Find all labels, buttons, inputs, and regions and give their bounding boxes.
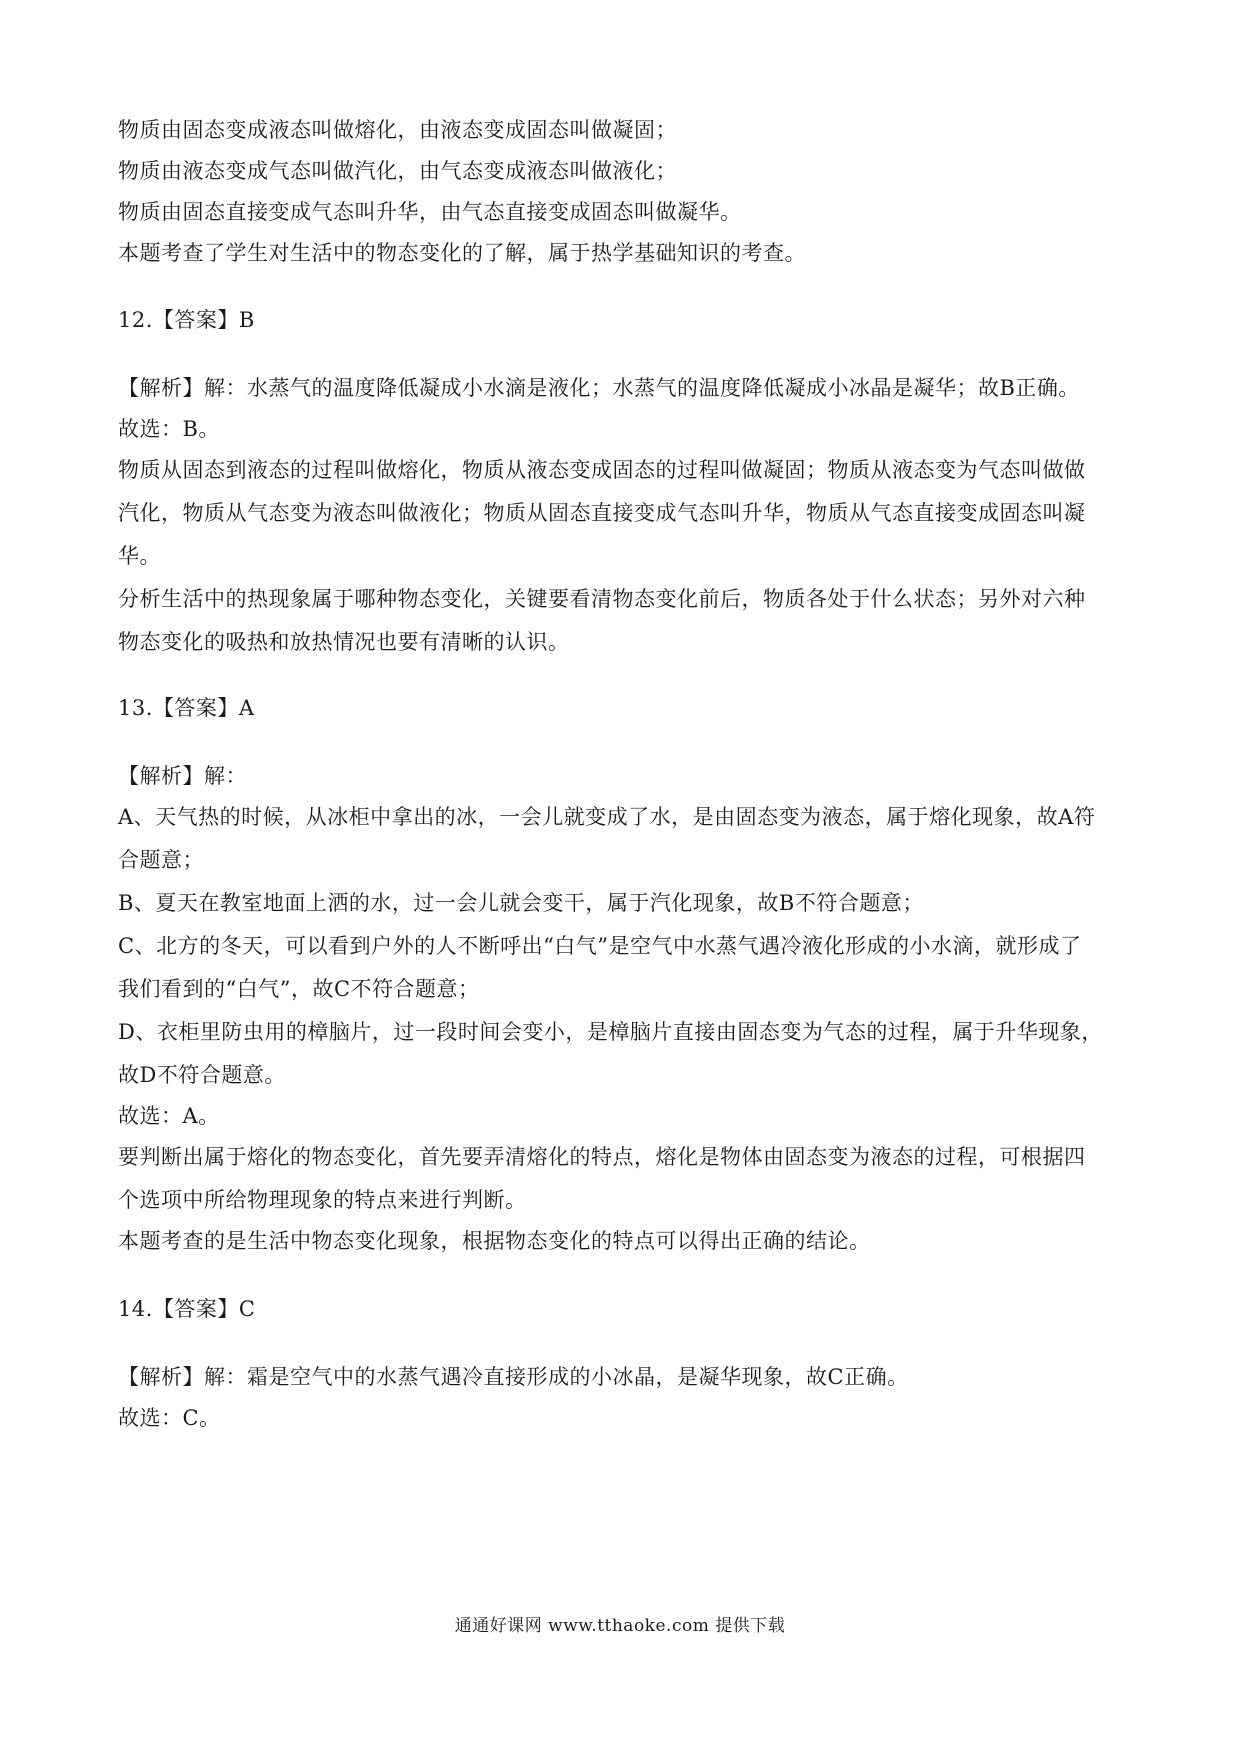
text-line: 故选：C。 xyxy=(118,1406,221,1430)
text-line: 【解析】解：水蒸气的温度降低凝成小水滴是液化；水蒸气的温度降低凝成小冰晶是凝华；故B正确。 xyxy=(118,376,1080,400)
text-line: 本题考查的是生活中物态变化现象，根据物态变化的特点可以得出正确的结论。 xyxy=(118,1229,871,1253)
text-line: 故选：B。 xyxy=(118,417,220,441)
text-line: 华。 xyxy=(118,544,161,568)
page-footer: 通通好课网 www.tthaoke.com 提供下载 xyxy=(454,1616,786,1636)
text-line: B、夏天在教室地面上洒的水，过一会儿就会变干，属于汽化现象，故B不符合题意； xyxy=(118,891,924,915)
text-line: A、天气热的时候，从冰柜中拿出的冰，一会儿就变成了水，是由固态变为液态，属于熔化现象，故A符 xyxy=(118,805,1096,829)
answer-heading-13: 13.【答案】A xyxy=(118,696,255,720)
text-line: 物态变化的吸热和放热情况也要有清晰的认识。 xyxy=(118,630,570,654)
text-line: 个选项中所给物理现象的特点来进行判断。 xyxy=(118,1188,527,1212)
text-line: 汽化，物质从气态变为液态叫做液化；物质从固态直接变成气态叫升华，物质从气态直接变成固态叫凝 xyxy=(118,501,1086,525)
text-line: 【解析】解： xyxy=(118,764,247,788)
text-line: 故D不符合题意。 xyxy=(118,1063,286,1087)
text-line: 物质从固态到液态的过程叫做熔化，物质从液态变成固态的过程叫做凝固；物质从液态变为气态叫做做 xyxy=(118,458,1086,482)
text-line: 【解析】解：霜是空气中的水蒸气遇冷直接形成的小冰晶，是凝华现象，故C正确。 xyxy=(118,1365,909,1389)
text-line: 物质由固态直接变成气态叫升华，由气态直接变成固态叫做凝华。 xyxy=(118,200,742,224)
text-line: 我们看到的“白气”，故C不符合题意； xyxy=(118,977,480,1001)
text-line: 要判断出属于熔化的物态变化，首先要弄清熔化的特点，熔化是物体由固态变为液态的过程，可根据四 xyxy=(118,1145,1086,1169)
answer-heading-14: 14.【答案】C xyxy=(118,1297,256,1321)
text-line: 合题意； xyxy=(118,848,204,872)
text-line: 故选：A。 xyxy=(118,1104,220,1128)
answer-heading-12: 12.【答案】B xyxy=(118,308,255,332)
text-line: 本题考查了学生对生活中的物态变化的了解，属于热学基础知识的考查。 xyxy=(118,241,806,265)
text-line: D、衣柜里防虫用的樟脑片，过一段时间会变小，是樟脑片直接由固态变为气态的过程，属于升华现象， xyxy=(118,1020,1103,1044)
text-line: C、北方的冬天，可以看到户外的人不断呼出“白气”是空气中水蒸气遇冷液化形成的小水滴，就形成了 xyxy=(118,934,1082,958)
text-line: 物质由液态变成气态叫做汽化，由气态变成液态叫做液化； xyxy=(118,159,677,183)
text-line: 分析生活中的热现象属于哪种物态变化，关键要看清物态变化前后，物质各处于什么状态；另外对六种 xyxy=(118,587,1086,611)
text-line: 物质由固态变成液态叫做熔化，由液态变成固态叫做凝固； xyxy=(118,118,677,142)
